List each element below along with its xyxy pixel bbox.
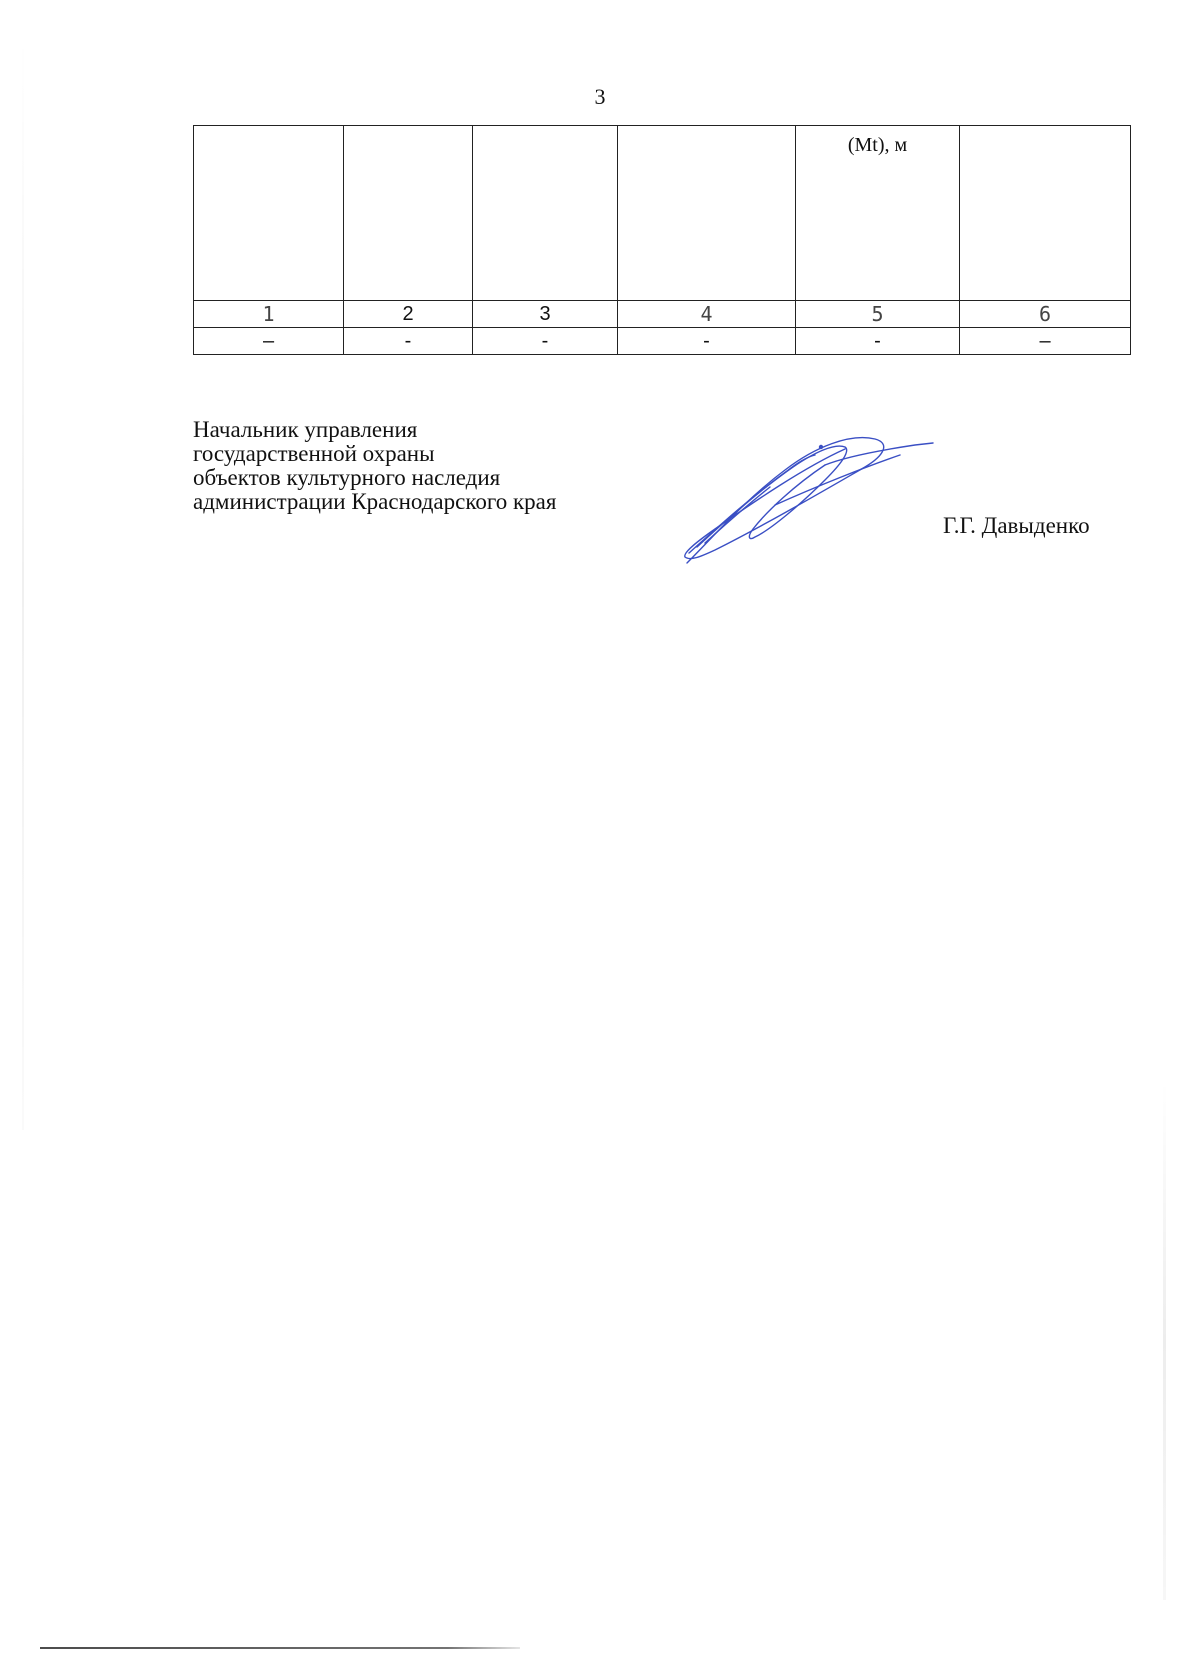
table-header-cell [473,126,618,301]
signature-title-line: администрации Краснодарского края [193,489,557,514]
table-cell: - [473,328,618,355]
table-header-cell [194,126,344,301]
table-number-cell: 4 [618,301,796,328]
scan-edge-right [1163,1080,1166,1600]
data-table [193,125,1131,355]
table-cell: - [618,328,796,355]
scan-bottom-line [40,1647,520,1649]
table-row [194,328,1131,355]
handwritten-signature [675,425,940,575]
table-number-cell: 5 [796,301,960,328]
signature-title-line: государственной охраны [193,441,435,466]
signature-strokes [685,438,933,563]
table-number-cell: 2 [344,301,473,328]
scan-edge-left [22,30,24,1130]
signature-title-line: объектов культурного наследия [193,465,501,490]
table-header-row [194,126,1131,301]
table-number-cell: 6 [960,301,1131,328]
signature-title-block [193,418,556,514]
table-header-cell [960,126,1131,301]
table-number-cell: 1 [194,301,344,328]
table-cell: - [344,328,473,355]
table-header-cell [344,126,473,301]
table-number-row [194,301,1131,328]
table-number-cell: 3 [473,301,618,328]
table-header-cell [618,126,796,301]
signature-title-line: Начальник управления [193,417,418,442]
table-header-cell: (Mt), м [796,126,960,301]
page-number: 3 [594,84,606,109]
signer-name: Г.Г. Давыденко [943,513,1090,538]
table-cell: - [796,328,960,355]
table-cell: – [194,328,344,355]
table-cell: – [960,328,1131,355]
